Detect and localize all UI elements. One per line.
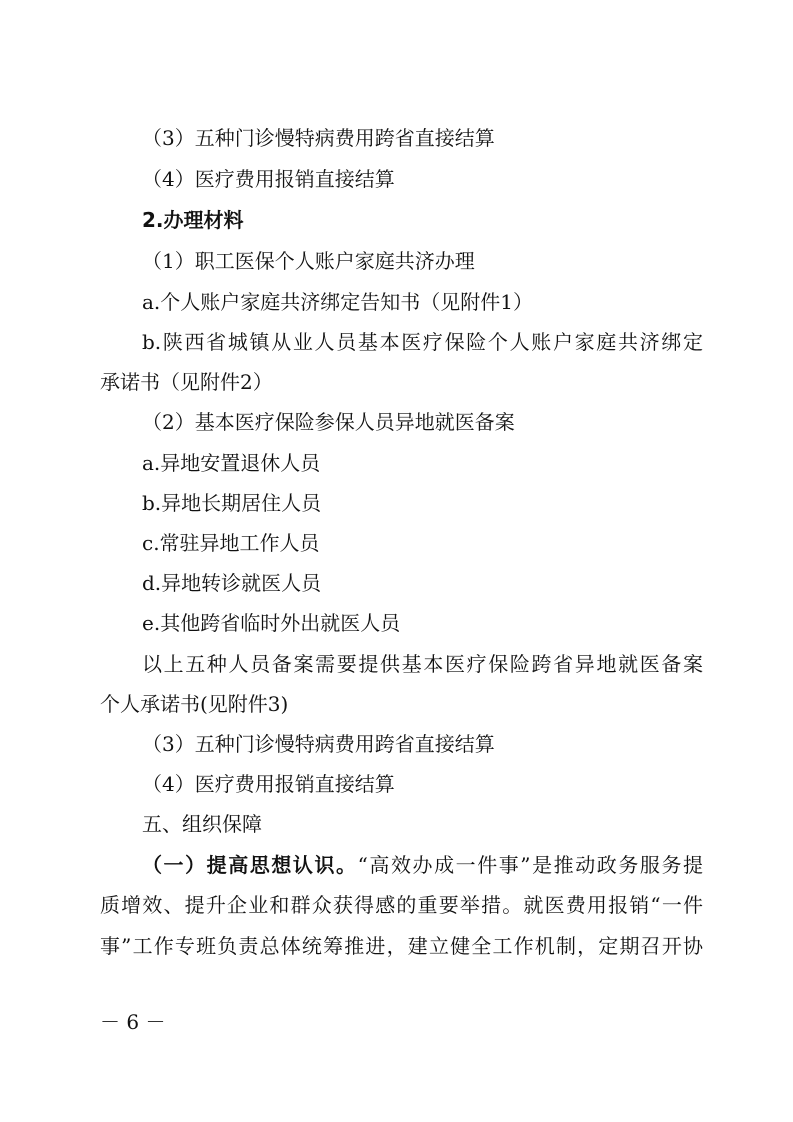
material-1a: a.个人账户家庭共济绑定告知书（见附件1）	[142, 290, 534, 314]
material-2-summary: 以上五种人员备案需要提供基本医疗保险跨省异地就医备案	[142, 652, 703, 676]
paragraph-1-line-1	[0, 853, 703, 877]
material-2b: b.异地长期居住人员	[142, 491, 322, 515]
paragraph-1-text: “高效办成一件事”是推动政务服务提	[357, 853, 704, 877]
material-1b: b.陕西省城镇从业人员基本医疗保险个人账户家庭共济绑定	[142, 330, 703, 354]
material-2d: d.异地转诊就医人员	[142, 571, 322, 595]
section-heading-materials: 2.办理材料	[142, 208, 244, 232]
item-3-outpatient-settlement: （3）五种门诊慢特病费用跨省直接结算	[142, 126, 495, 150]
material-item-2: （2）基本医疗保险参保人员异地就医备案	[142, 410, 515, 434]
paragraph-1-line-2: 质增效、提升企业和群众获得感的重要举措。就医费用报销“一件	[100, 893, 703, 917]
item-4-reimbursement-settlement: （4）医疗费用报销直接结算	[142, 167, 395, 191]
material-item-3: （3）五种门诊慢特病费用跨省直接结算	[142, 732, 495, 756]
page-number: － 6 －	[100, 1010, 166, 1034]
material-item-4: （4）医疗费用报销直接结算	[142, 772, 395, 796]
section-heading-organization: 五、组织保障	[142, 812, 262, 836]
paragraph-1-lead: （一）提高思想认识。	[142, 853, 358, 877]
paragraph-1-line-3: 事”工作专班负责总体统筹推进，建立健全工作机制，定期召开协	[100, 934, 703, 958]
material-2a: a.异地安置退休人员	[142, 451, 321, 475]
material-2-summary-cont: 个人承诺书(见附件3)	[100, 692, 289, 716]
material-2e: e.其他跨省临时外出就医人员	[142, 611, 401, 635]
material-1b-cont: 承诺书（见附件2）	[100, 370, 273, 394]
material-2c: c.常驻异地工作人员	[142, 531, 320, 555]
material-item-1: （1）职工医保个人账户家庭共济办理	[142, 249, 475, 273]
